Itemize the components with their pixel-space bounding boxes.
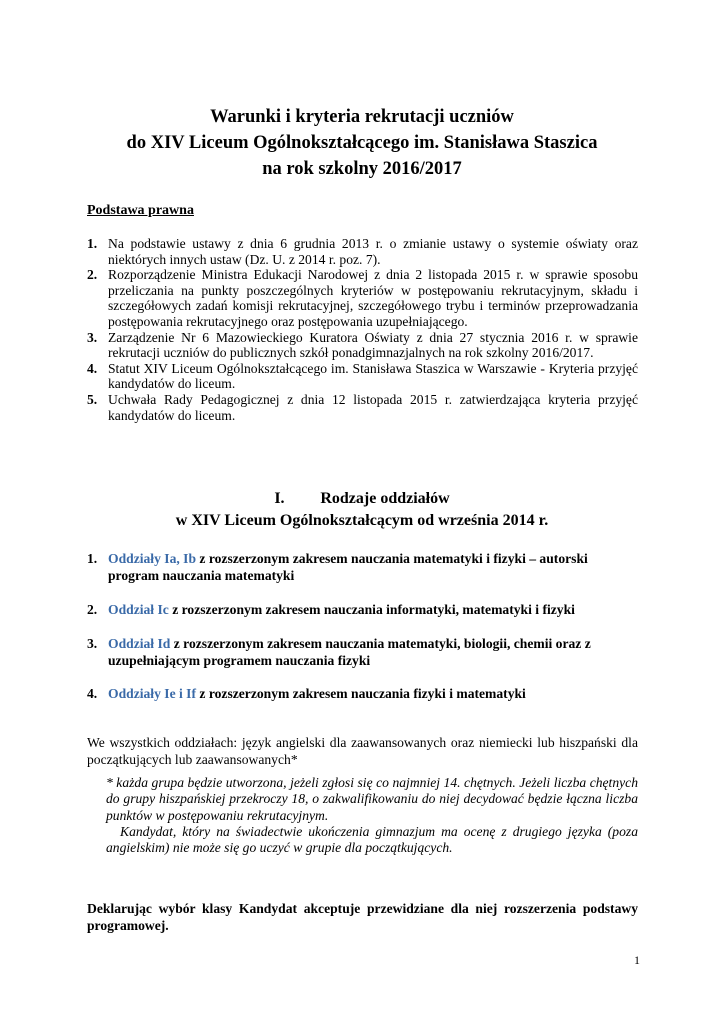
class-item-number: 3.	[87, 636, 98, 651]
class-item	[87, 550, 638, 584]
footnote-paragraph-1: * każda grupa będzie utworzona, jeżeli zgłosi się co najmniej 14. chętnych. Jeżeli liczba chętnych do grupy hiszpańskiej przekroczy 18, o zakwalifikowaniu do niej decydować będzie łączna liczba punktów w postępowaniu rekrutacyjnym.	[106, 775, 638, 823]
legal-item	[87, 330, 638, 361]
class-description: z rozszerzonym zakresem nauczania informatyki, matematyki i fizyki	[168, 602, 575, 617]
legal-item	[87, 236, 638, 267]
class-name: Oddziały Ie i If	[108, 686, 196, 701]
legal-basis-heading: Podstawa prawna	[87, 203, 194, 218]
legal-item-text: Statut XIV Liceum Ogólnokształcącego im. Stanisława Staszica w Warszawie - Kryteria przyjęć kandydatów do liceum.	[108, 360, 638, 392]
page-number: 1	[634, 953, 640, 967]
title-line-2: do XIV Liceum Ogólnokształcącego im. Stanisława Staszica	[126, 133, 598, 153]
class-item-number: 1.	[87, 551, 98, 566]
document-title	[60, 104, 664, 182]
class-description: z rozszerzonym zakresem nauczania matematyki, biologii, chemii oraz z uzupełniającym programem nauczania fizyki	[108, 636, 591, 668]
class-item-number: 2.	[87, 602, 98, 617]
footnote-paragraph-2: Kandydat, który na świadectwie ukończenia gimnazjum ma ocenę z drugiego języka (poza angielskim) nie może się go uczyć w grupie dla początkujących.	[106, 823, 638, 856]
legal-item-number: 4.	[87, 360, 98, 376]
section-title: Rodzaje oddziałów	[320, 490, 450, 507]
legal-item	[87, 267, 638, 329]
legal-item-number: 3.	[87, 329, 98, 345]
legal-item-number: 2.	[87, 267, 98, 283]
legal-item-text: Na podstawie ustawy z dnia 6 grudnia 2013 r. o zmianie ustawy o systemie oświaty oraz niektórych innych ustaw (Dz. U. z 2014 r. poz. 7).	[108, 236, 638, 267]
class-item	[87, 685, 638, 702]
languages-paragraph: We wszystkich oddziałach: język angielski dla zaawansowanych oraz niemiecki lub hiszpański dla początkujących lub zaawansowanych*	[87, 735, 638, 767]
class-name: Oddział Id	[108, 636, 171, 651]
legal-item-text: Zarządzenie Nr 6 Mazowieckiego Kuratora Oświaty z dnia 27 stycznia 2016 r. w sprawie rekrutacji uczniów do publicznych szkół ponadgimnazjalnych na rok szkolny 2016/2017.	[108, 329, 638, 361]
class-name: Oddziały Ia, Ib	[108, 551, 197, 566]
legal-item-text: Uchwała Rady Pedagogicznej z dnia 12 listopada 2015 r. zatwierdzająca kryteria przyjęć kandydatów do liceum.	[108, 391, 638, 423]
title-line-1: Warunki i kryteria rekrutacji uczniów	[210, 107, 514, 127]
legal-item-text: Rozporządzenie Ministra Edukacji Narodowej z dnia 2 listopada 2015 r. w sprawie sposobu przeliczania na punkty poszczególnych kryteriów w postępowaniu rekrutacyjnym, składu i szczegółowych zadań komisji rekrutacyjnej, szczegółowego trybu i terminów przeprowadzania postępowania rekrutacyjnego oraz postępowania uzupełniającego.	[108, 267, 638, 329]
legal-item-number: 5.	[87, 391, 98, 407]
legal-basis-list	[87, 236, 638, 423]
class-description: z rozszerzonym zakresem nauczania matematyki i fizyki – autorski program nauczania matematyki	[108, 551, 588, 583]
legal-item	[87, 392, 638, 423]
section-subtitle: w XIV Liceum Ogólnokształcącym od września 2014 r.	[175, 512, 549, 529]
footnote	[106, 775, 638, 856]
title-line-3: na rok szkolny 2016/2017	[262, 159, 462, 179]
section-heading	[60, 488, 664, 532]
class-name: Oddział Ic	[108, 602, 169, 617]
class-item	[87, 635, 638, 669]
class-item-number: 4.	[87, 686, 98, 701]
class-description: z rozszerzonym zakresem nauczania fizyki i matematyki	[196, 686, 526, 701]
legal-item-number: 1.	[87, 236, 98, 251]
declaration-paragraph: Deklarując wybór klasy Kandydat akceptuje przewidziane dla niej rozszerzenia podstawy programowej.	[87, 901, 638, 933]
section-number: I.	[274, 490, 285, 507]
class-item	[87, 601, 638, 618]
legal-item	[87, 361, 638, 392]
